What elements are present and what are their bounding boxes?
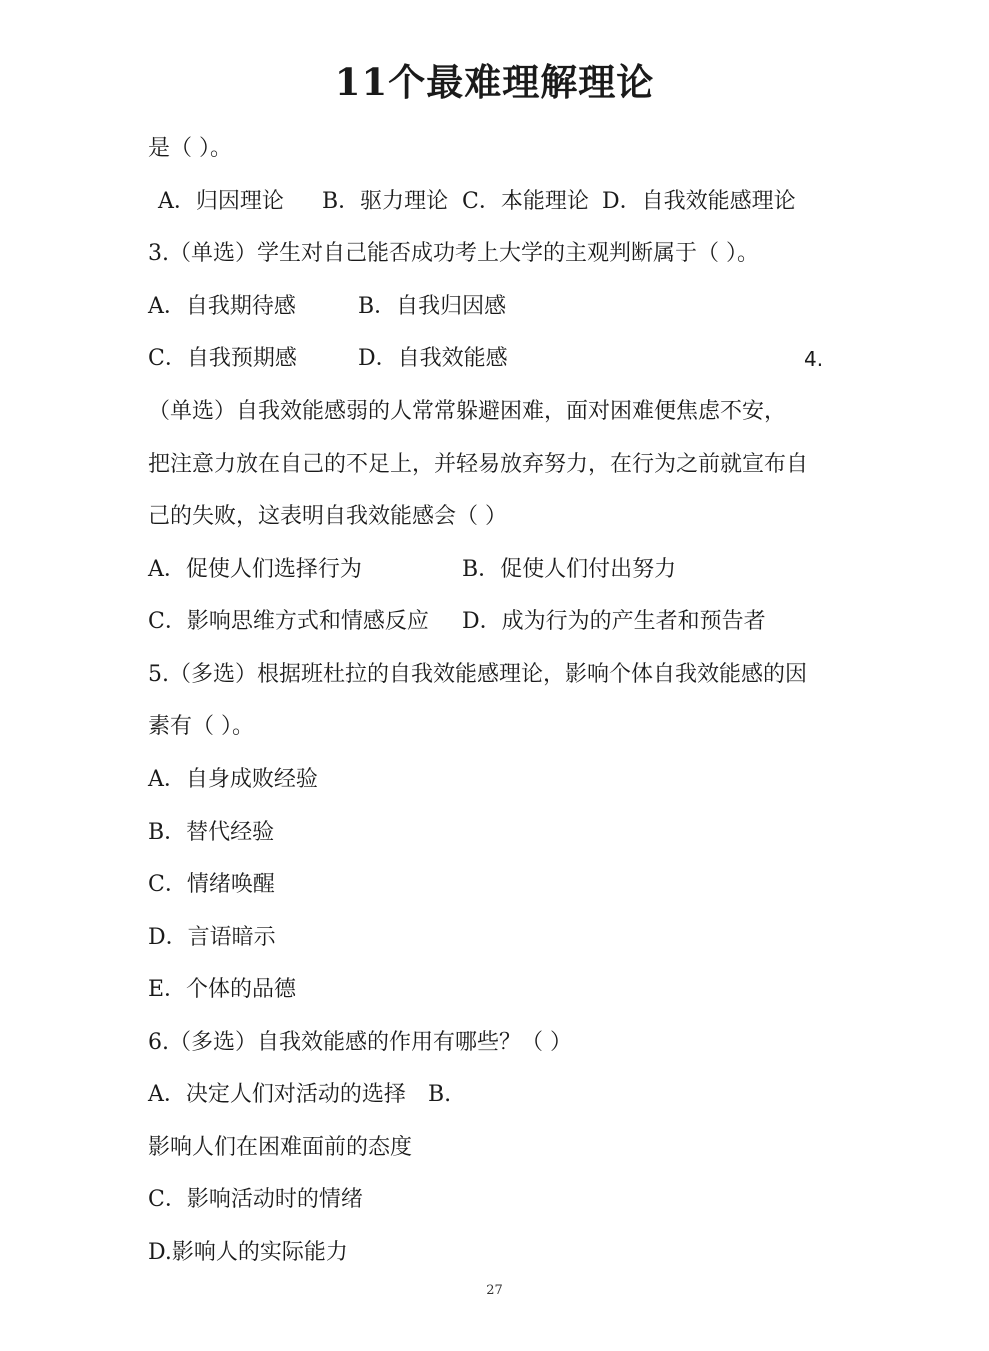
q6-option-a: A．决定人们对活动的选择 [148,1082,406,1107]
question-2-stem-tail: 是（ ）。 [148,136,232,161]
q6-option-b-label: B. [428,1082,452,1107]
question-5-stem-line1: 5.（多选）根据班杜拉的自我效能感理论，影响个体自我效能感的因 [148,662,807,687]
q3-option-a: A．自我期待感 [148,294,296,319]
question-4-stem-line1: （单选）自我效能感弱的人常常躲避困难，面对困难便焦虑不安， [148,399,787,424]
q5-option-c: C．情绪唤醒 [148,872,275,897]
q2-option-b: B．驱力理论 [322,189,449,214]
question-4-number: 4. [804,347,824,371]
page-title: 11个最难理解理论 [334,60,655,104]
q5-option-b: B．替代经验 [148,820,275,845]
q5-option-a: A．自身成败经验 [148,767,318,792]
question-6-stem: 6.（多选）自我效能感的作用有哪些？（ ） [148,1030,572,1055]
q6-option-c: C．影响活动时的情绪 [148,1187,363,1212]
q4-option-b: B．促使人们付出努力 [462,557,677,582]
q3-option-d: D．自我效能感 [358,346,508,371]
q6-option-b-text: 影响人们在困难面前的态度 [148,1135,413,1160]
q4-option-a: A．促使人们选择行为 [148,557,362,582]
q4-option-c: C．影响思维方式和情感反应 [148,609,429,634]
q6-option-d: D.影响人的实际能力 [148,1240,348,1265]
question-4-stem-line3: 己的失败，这表明自我效能感会（ ） [148,504,507,529]
q4-option-d: D．成为行为的产生者和预告者 [462,609,766,634]
q2-option-c: C．本能理论 [462,189,589,214]
question-4-stem-line2: 把注意力放在自己的不足上，并轻易放弃努力，在行为之前就宣布自 [148,452,809,477]
question-5-stem-line2: 素有（ ）。 [148,714,254,739]
q2-option-d: D．自我效能感理论 [602,189,796,214]
question-3-stem: 3.（单选）学生对自己能否成功考上大学的主观判断属于（ ）。 [148,241,759,266]
q2-option-a: A．归因理论 [158,189,284,214]
q5-option-d: D．言语暗示 [148,925,276,950]
page-number: 27 [486,1283,503,1298]
q3-option-b: B．自我归因感 [358,294,507,319]
q3-option-c: C．自我预期感 [148,346,297,371]
q5-option-e: E．个体的品德 [148,977,297,1002]
